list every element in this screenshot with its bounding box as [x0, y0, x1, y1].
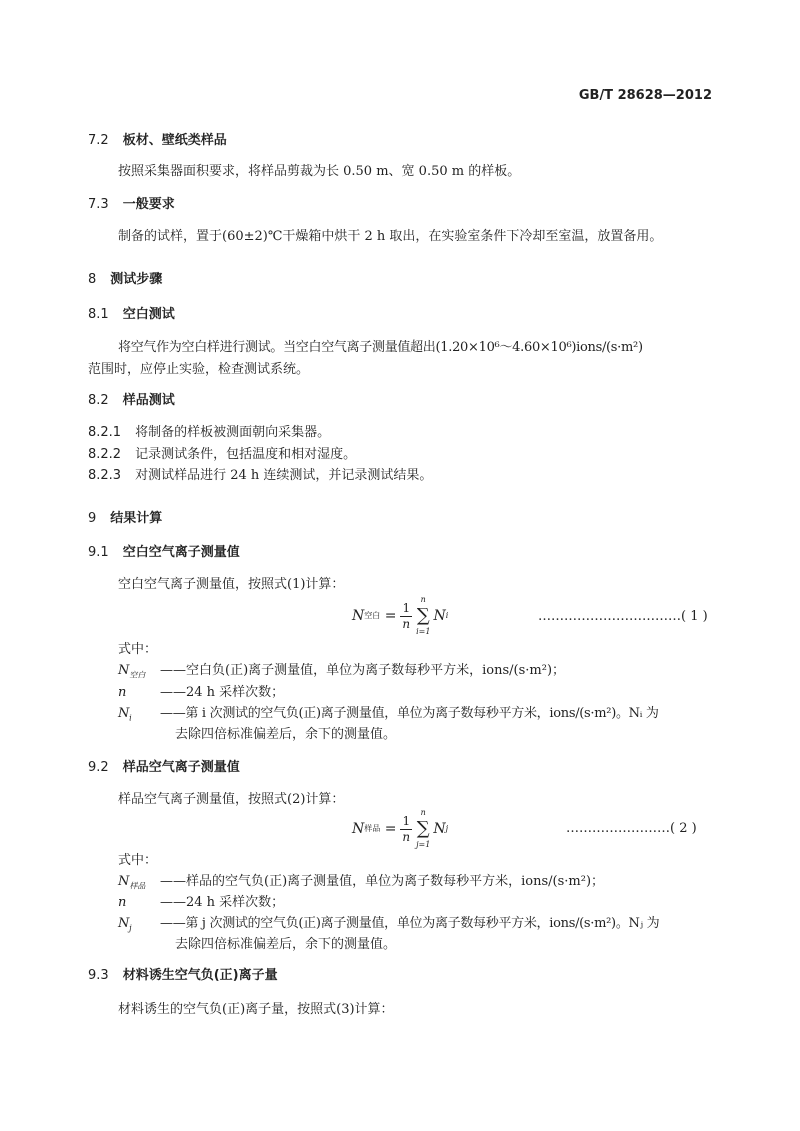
list-item: 8.2.3 对测试样品进行 24 h 连续测试，并记录测试结果。	[88, 468, 433, 483]
paragraph: 按照采集器面积要求，将样品剪裁为长 0.50 m、宽 0.50 m 的样板。	[118, 164, 521, 179]
paragraph: 制备的试样，置于(60±2)℃干燥箱中烘干 2 h 取出，在实验室条件下冷却至室温，放置备用。	[118, 229, 663, 244]
definition: $N_i$ ——第 i 次测试的空气负(正)离子测量值，单位为离子数每秒平方米，ions/(s·m²)。Nᵢ 为	[118, 706, 659, 723]
definition: n ——24 h 采样次数；	[118, 895, 285, 910]
definition: $N_{样品}$ ——样品的空气负(正)离子测量值，单位为离子数每秒平方米，ions/(s·m²)；	[118, 874, 605, 891]
summation: n ∑ j=1	[416, 808, 431, 849]
formula-term: N	[433, 821, 446, 837]
formula-1: N 空白 = $\frac{1}{n}$ n ∑ i=1 N i	[352, 595, 449, 636]
where-label: 式中：	[118, 853, 158, 868]
heading-9-1: 9.1 空白空气离子测量值	[88, 545, 240, 560]
heading-9-2: 9.2 样品空气离子测量值	[88, 760, 240, 775]
heading-7-2: 7.2 板材、壁纸类样品	[88, 133, 227, 148]
definition-continued: 去除四倍标准偏差后，余下的测量值。	[175, 937, 397, 952]
heading-9: 9 结果计算	[88, 511, 163, 526]
formula-lhs-sub: 空白	[364, 611, 381, 620]
heading-8: 8 测试步骤	[88, 272, 163, 287]
heading-9-3: 9.3 材料诱生空气负(正)离子量	[88, 968, 278, 983]
fraction: $\frac{1}{n}$	[402, 600, 411, 631]
list-item: 8.2.1 将制备的样板被测面朝向采集器。	[88, 425, 331, 440]
formula-term: N	[433, 608, 446, 624]
paragraph: 样品空气离子测量值，按照式(2)计算：	[118, 792, 345, 807]
definition: $N_j$ ——第 j 次测试的空气负(正)离子测量值，单位为离子数每秒平方米，ions/(s·m²)。Nⱼ 为	[118, 916, 660, 933]
fraction: $\frac{1}{n}$	[402, 813, 411, 844]
heading-8-1: 8.1 空白测试	[88, 307, 175, 322]
heading-7-3: 7.3 一般要求	[88, 197, 175, 212]
paragraph: 空白空气离子测量值，按照式(1)计算：	[118, 577, 345, 592]
heading-8-2: 8.2 样品测试	[88, 393, 175, 408]
summation: n ∑ i=1	[416, 595, 431, 636]
paragraph: 材料诱生的空气负(正)离子量，按照式(3)计算：	[118, 1002, 394, 1017]
definition: $N_{空白}$ ——空白负(正)离子测量值，单位为离子数每秒平方米，ions/(s·m²)；	[118, 663, 566, 680]
formula-lhs: N	[352, 821, 365, 837]
standard-number: GB/T 28628—2012	[578, 88, 712, 103]
where-label: 式中：	[118, 642, 158, 657]
formula-lhs: N	[352, 608, 365, 624]
definition-continued: 去除四倍标准偏差后，余下的测量值。	[175, 727, 397, 742]
paragraph: 范围时，应停止实验，检查测试系统。	[88, 362, 310, 377]
definition: n ——24 h 采样次数；	[118, 685, 285, 700]
equation-number: ……………………( 2 )	[566, 821, 697, 836]
formula-2: N 样品 = $\frac{1}{n}$ n ∑ j=1 N j	[352, 808, 449, 849]
list-item: 8.2.2 记录测试条件，包括温度和相对湿度。	[88, 447, 357, 462]
paragraph: 将空气作为空白样进行测试。当空白空气离子测量值超出(1.20×10⁶～4.60×10⁶)ions/(s·m²)	[118, 340, 643, 355]
formula-lhs-sub: 样品	[364, 824, 381, 833]
equation-number: ……………………………( 1 )	[538, 609, 708, 624]
